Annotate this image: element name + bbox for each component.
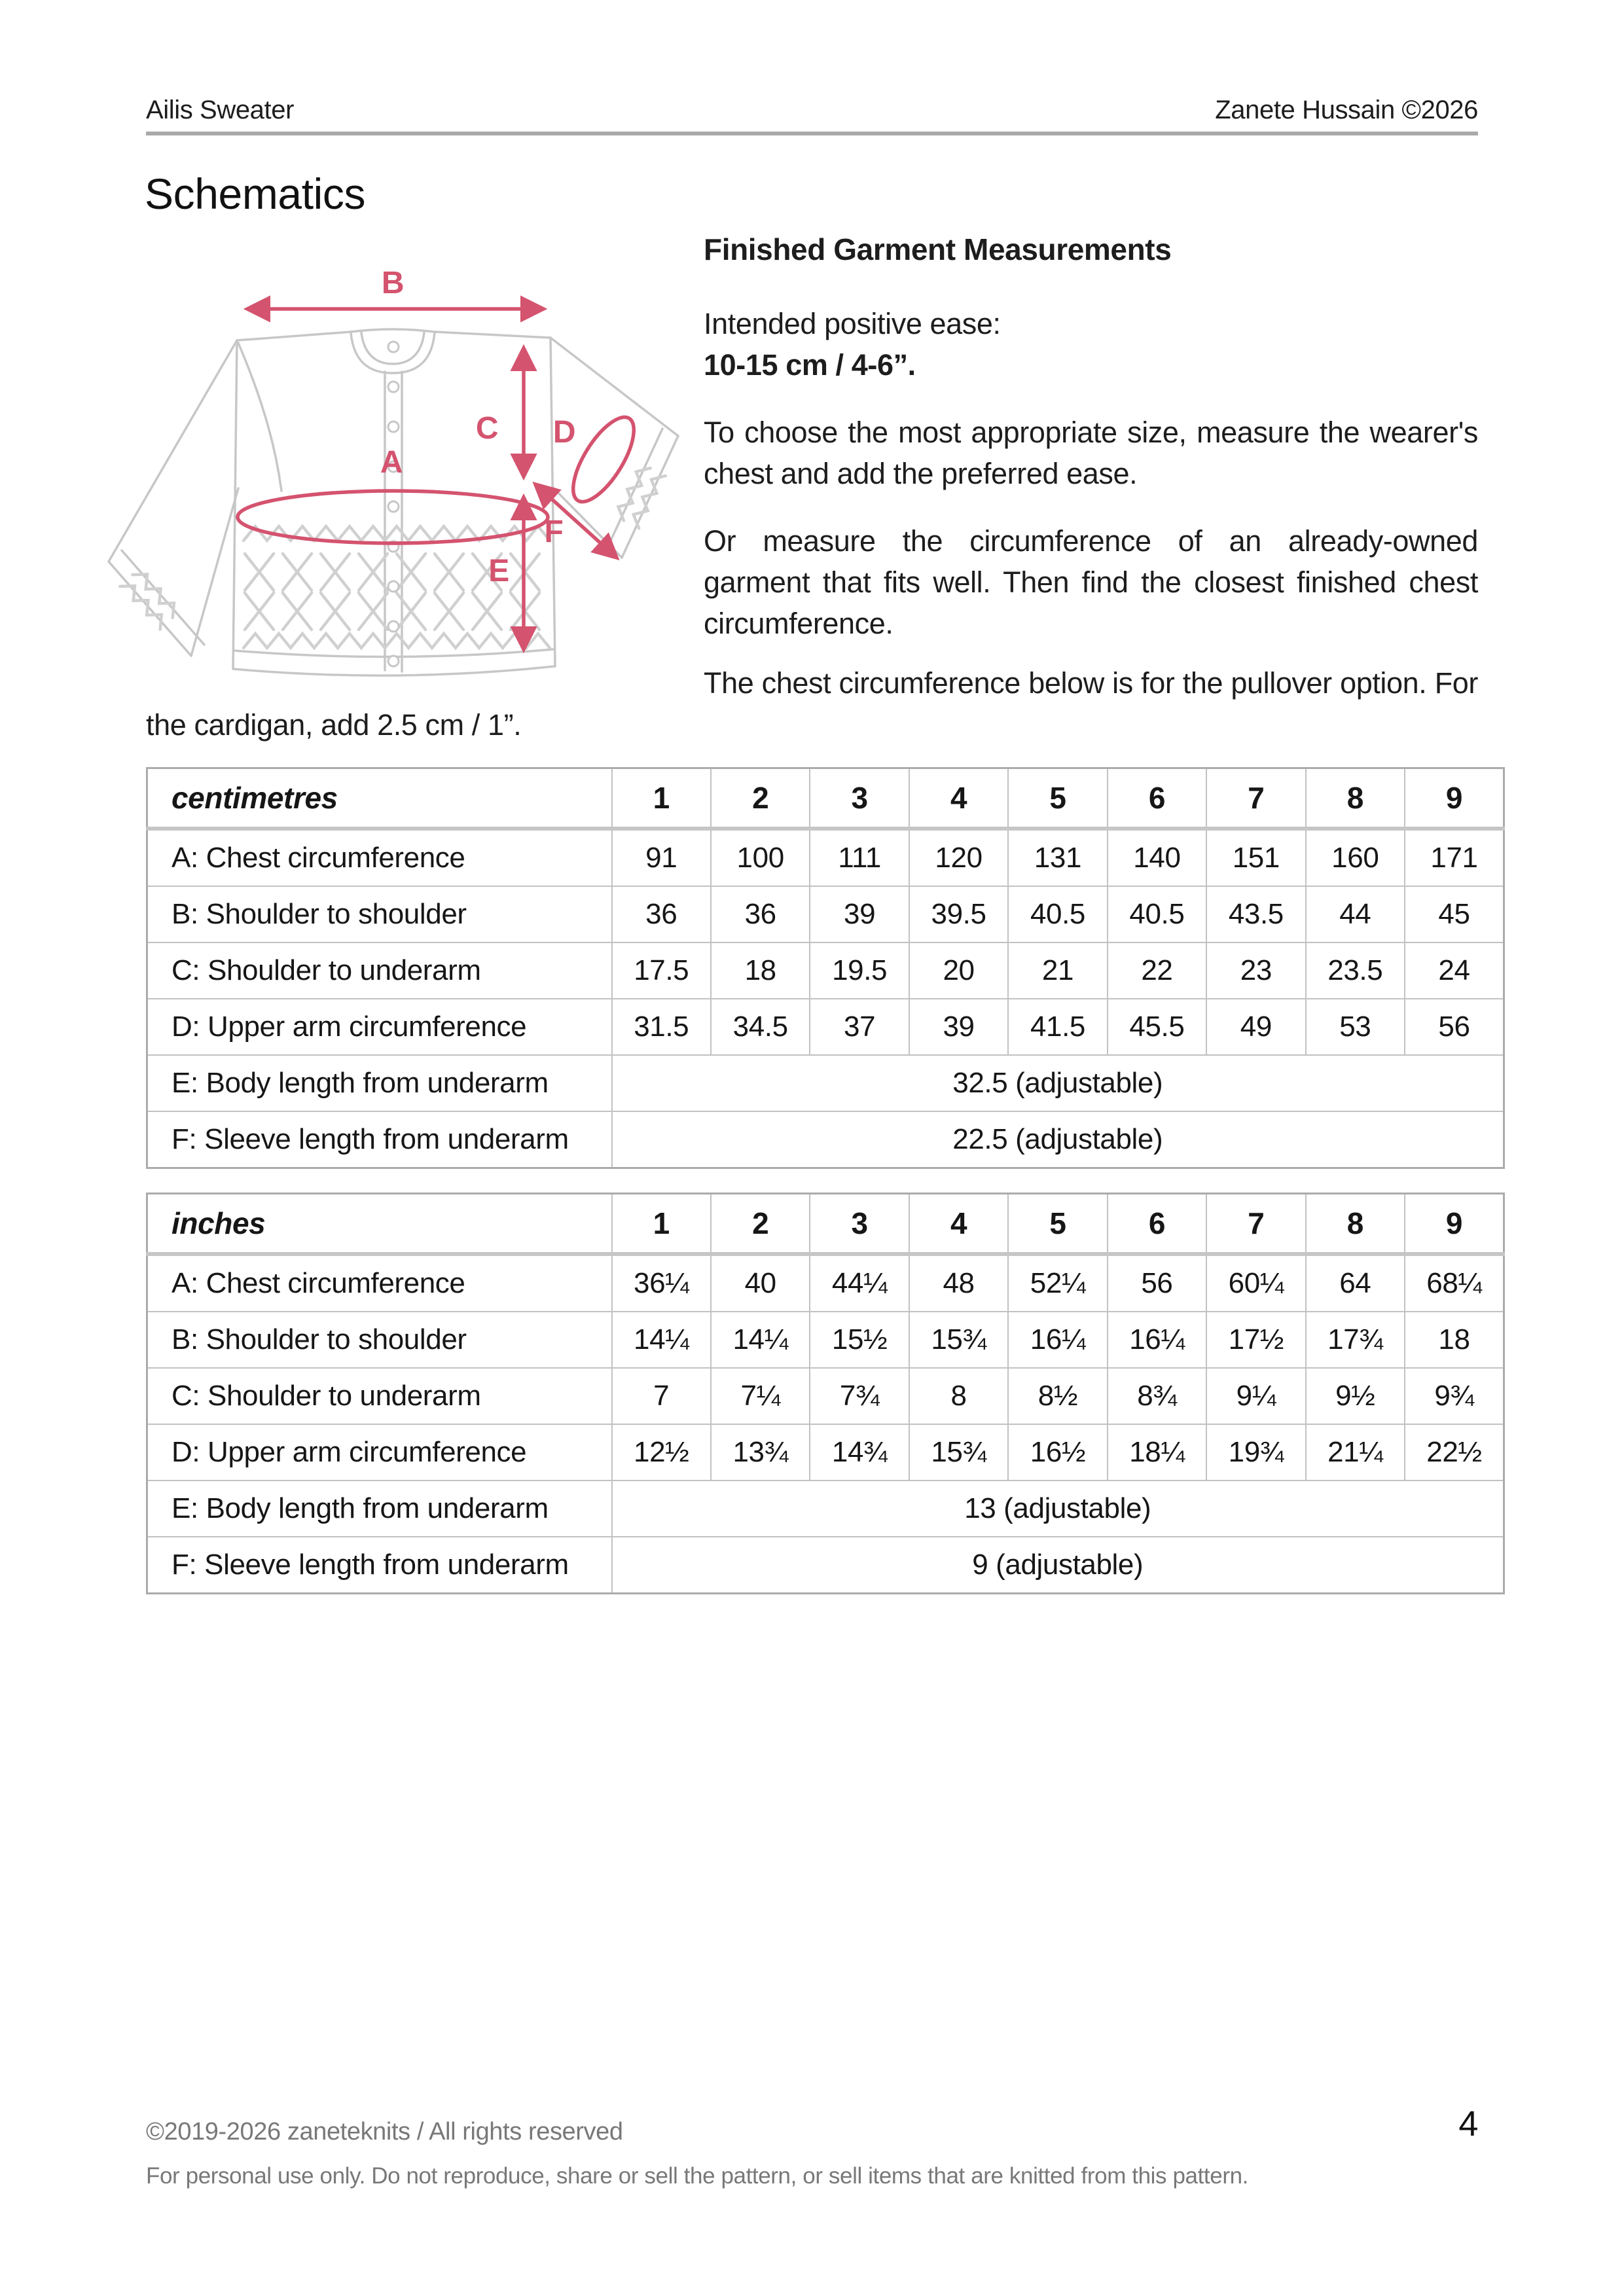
owned-garment-paragraph: Or measure the circumference of an already-owned garment that fits well. Then find the closest finished chest circumference. — [704, 524, 1478, 640]
cell: 36 — [612, 886, 711, 942]
cell: 36 — [711, 886, 810, 942]
merged-cell: 22.5 (adjustable) — [612, 1111, 1504, 1168]
cell: 56 — [1405, 999, 1504, 1055]
cell: 68¼ — [1405, 1254, 1504, 1312]
document-title-header: Ailis Sweater — [146, 96, 294, 124]
sweater-schematic-figure — [98, 260, 687, 685]
row-label: D: Upper arm circumference — [147, 1424, 612, 1480]
size-col: 7 — [1206, 1194, 1305, 1255]
cell: 52¼ — [1008, 1254, 1107, 1312]
size-col: 5 — [1008, 768, 1107, 829]
cell: 22½ — [1405, 1424, 1504, 1480]
cell: 40.5 — [1008, 886, 1107, 942]
cell: 100 — [711, 829, 810, 886]
row-label: C: Shoulder to underarm — [147, 942, 612, 999]
row-label: F: Sleeve length from underarm — [147, 1537, 612, 1594]
cell: 39 — [909, 999, 1008, 1055]
cell: 14¼ — [612, 1312, 711, 1368]
cell: 9½ — [1306, 1368, 1405, 1424]
unit-label: centimetres — [147, 768, 612, 829]
author-copyright-header: Zanete Hussain ©2026 — [1215, 96, 1478, 124]
cell: 16¼ — [1108, 1312, 1206, 1368]
row-label: D: Upper arm circumference — [147, 999, 612, 1055]
cell: 22 — [1108, 942, 1206, 999]
schematic-label-b: B — [381, 266, 405, 300]
row-label: A: Chest circumference — [147, 1254, 612, 1312]
cell: 64 — [1306, 1254, 1405, 1312]
size-col: 1 — [612, 768, 711, 829]
cell: 48 — [909, 1254, 1008, 1312]
size-col: 6 — [1108, 768, 1206, 829]
unit-label: inches — [147, 1194, 612, 1255]
size-col: 5 — [1008, 1194, 1107, 1255]
cell: 7¼ — [711, 1368, 810, 1424]
size-col: 7 — [1206, 768, 1305, 829]
footer-copyright: ©2019-2026 zaneteknits / All rights reserved — [146, 2118, 623, 2145]
table-row — [147, 829, 1504, 886]
schematic-label-f: F — [544, 514, 564, 549]
ease-block — [704, 303, 1478, 386]
size-choice-paragraph: To choose the most appropriate size, measure the wearer's chest and add the preferred ease. — [704, 416, 1478, 490]
ease-label: Intended positive ease: — [704, 307, 1001, 340]
cell: 151 — [1206, 829, 1305, 886]
cell: 9¾ — [1405, 1368, 1504, 1424]
size-col: 3 — [810, 1194, 909, 1255]
cell: 45.5 — [1108, 999, 1206, 1055]
cell: 16½ — [1008, 1424, 1107, 1480]
footer-license-note: For personal use only. Do not reproduce, share or sell the pattern, or sell items that are knitted from this pattern. — [146, 2163, 1248, 2189]
cell: 16¼ — [1008, 1312, 1107, 1368]
table-row — [147, 886, 1504, 942]
section-heading: Finished Garment Measurements — [704, 232, 1172, 266]
table-row — [147, 1424, 1504, 1480]
table-row — [147, 1312, 1504, 1368]
cell: 43.5 — [1206, 886, 1305, 942]
page-title: Schematics — [145, 170, 366, 218]
merged-cell: 13 (adjustable) — [612, 1480, 1504, 1537]
cell: 40.5 — [1108, 886, 1206, 942]
cell: 39 — [810, 886, 909, 942]
row-label: F: Sleeve length from underarm — [147, 1111, 612, 1168]
cell: 8¾ — [1108, 1368, 1206, 1424]
cell: 8 — [909, 1368, 1008, 1424]
cell: 15¾ — [909, 1312, 1008, 1368]
cell: 17½ — [1206, 1312, 1305, 1368]
measurements-table-cm — [146, 767, 1505, 1169]
cell: 40 — [711, 1254, 810, 1312]
cell: 17¾ — [1306, 1312, 1405, 1368]
cell: 18 — [711, 942, 810, 999]
cell: 15½ — [810, 1312, 909, 1368]
row-label: B: Shoulder to shoulder — [147, 1312, 612, 1368]
schematic-label-a: A — [380, 445, 403, 480]
header-divider — [146, 132, 1478, 135]
table-row — [147, 1111, 1504, 1168]
cell: 12½ — [612, 1424, 711, 1480]
cell: 160 — [1306, 829, 1405, 886]
cell: 171 — [1405, 829, 1504, 886]
cell: 140 — [1108, 829, 1206, 886]
cell: 7¾ — [810, 1368, 909, 1424]
size-col: 2 — [711, 768, 810, 829]
table-header-row — [147, 768, 1504, 829]
row-label: E: Body length from underarm — [147, 1055, 612, 1111]
cell: 14¼ — [711, 1312, 810, 1368]
schematic-label-d: D — [552, 415, 576, 450]
cell: 91 — [612, 829, 711, 886]
cell: 53 — [1306, 999, 1405, 1055]
cell: 36¼ — [612, 1254, 711, 1312]
size-col: 2 — [711, 1194, 810, 1255]
size-col: 4 — [909, 768, 1008, 829]
size-col: 9 — [1405, 1194, 1504, 1255]
size-col: 8 — [1306, 1194, 1405, 1255]
cell: 56 — [1108, 1254, 1206, 1312]
cell: 49 — [1206, 999, 1305, 1055]
table-row — [147, 999, 1504, 1055]
cell: 37 — [810, 999, 909, 1055]
pullover-note-paragraph: The chest circumference below is for the pullover option. For the cardigan, add 2.5 cm / 1”. — [146, 666, 1478, 742]
cell: 34.5 — [711, 999, 810, 1055]
size-col: 9 — [1405, 768, 1504, 829]
cell: 21 — [1008, 942, 1107, 999]
row-label: E: Body length from underarm — [147, 1480, 612, 1537]
measurements-intro-column — [704, 229, 1478, 644]
cell: 9¼ — [1206, 1368, 1305, 1424]
cell: 111 — [810, 829, 909, 886]
size-col: 4 — [909, 1194, 1008, 1255]
row-label: A: Chest circumference — [147, 829, 612, 886]
size-col: 1 — [612, 1194, 711, 1255]
cell: 13¾ — [711, 1424, 810, 1480]
cell: 17.5 — [612, 942, 711, 999]
cell: 44 — [1306, 886, 1405, 942]
cell: 20 — [909, 942, 1008, 999]
measurements-table-inches — [146, 1193, 1505, 1594]
page-number: 4 — [1458, 2104, 1478, 2144]
table-row — [147, 942, 1504, 999]
table-row — [147, 1254, 1504, 1312]
merged-cell: 9 (adjustable) — [612, 1537, 1504, 1594]
table-row — [147, 1055, 1504, 1111]
cell: 60¼ — [1206, 1254, 1305, 1312]
cell: 44¼ — [810, 1254, 909, 1312]
cell: 31.5 — [612, 999, 711, 1055]
schematic-label-e: E — [488, 554, 509, 588]
schematic-label-c: C — [475, 411, 499, 446]
cell: 24 — [1405, 942, 1504, 999]
row-label: C: Shoulder to underarm — [147, 1368, 612, 1424]
cell: 120 — [909, 829, 1008, 886]
cell: 131 — [1008, 829, 1107, 886]
sweater-schematic-drawing — [98, 260, 687, 685]
cell: 18¼ — [1108, 1424, 1206, 1480]
cell: 19¾ — [1206, 1424, 1305, 1480]
cell: 21¼ — [1306, 1424, 1405, 1480]
cell: 8½ — [1008, 1368, 1107, 1424]
row-label: B: Shoulder to shoulder — [147, 886, 612, 942]
size-col: 8 — [1306, 768, 1405, 829]
cell: 45 — [1405, 886, 1504, 942]
cell: 19.5 — [810, 942, 909, 999]
size-col: 3 — [810, 768, 909, 829]
table-row — [147, 1368, 1504, 1424]
cell: 23.5 — [1306, 942, 1405, 999]
cell: 41.5 — [1008, 999, 1107, 1055]
merged-cell: 32.5 (adjustable) — [612, 1055, 1504, 1111]
measure-ellipse-a — [238, 491, 548, 543]
table-header-row — [147, 1194, 1504, 1255]
cell: 39.5 — [909, 886, 1008, 942]
cell: 23 — [1206, 942, 1305, 999]
cell: 7 — [612, 1368, 711, 1424]
cell: 18 — [1405, 1312, 1504, 1368]
cell: 14¾ — [810, 1424, 909, 1480]
table-row — [147, 1537, 1504, 1594]
table-row — [147, 1480, 1504, 1537]
cell: 15¾ — [909, 1424, 1008, 1480]
ease-value: 10-15 cm / 4-6”. — [704, 348, 916, 382]
size-col: 6 — [1108, 1194, 1206, 1255]
